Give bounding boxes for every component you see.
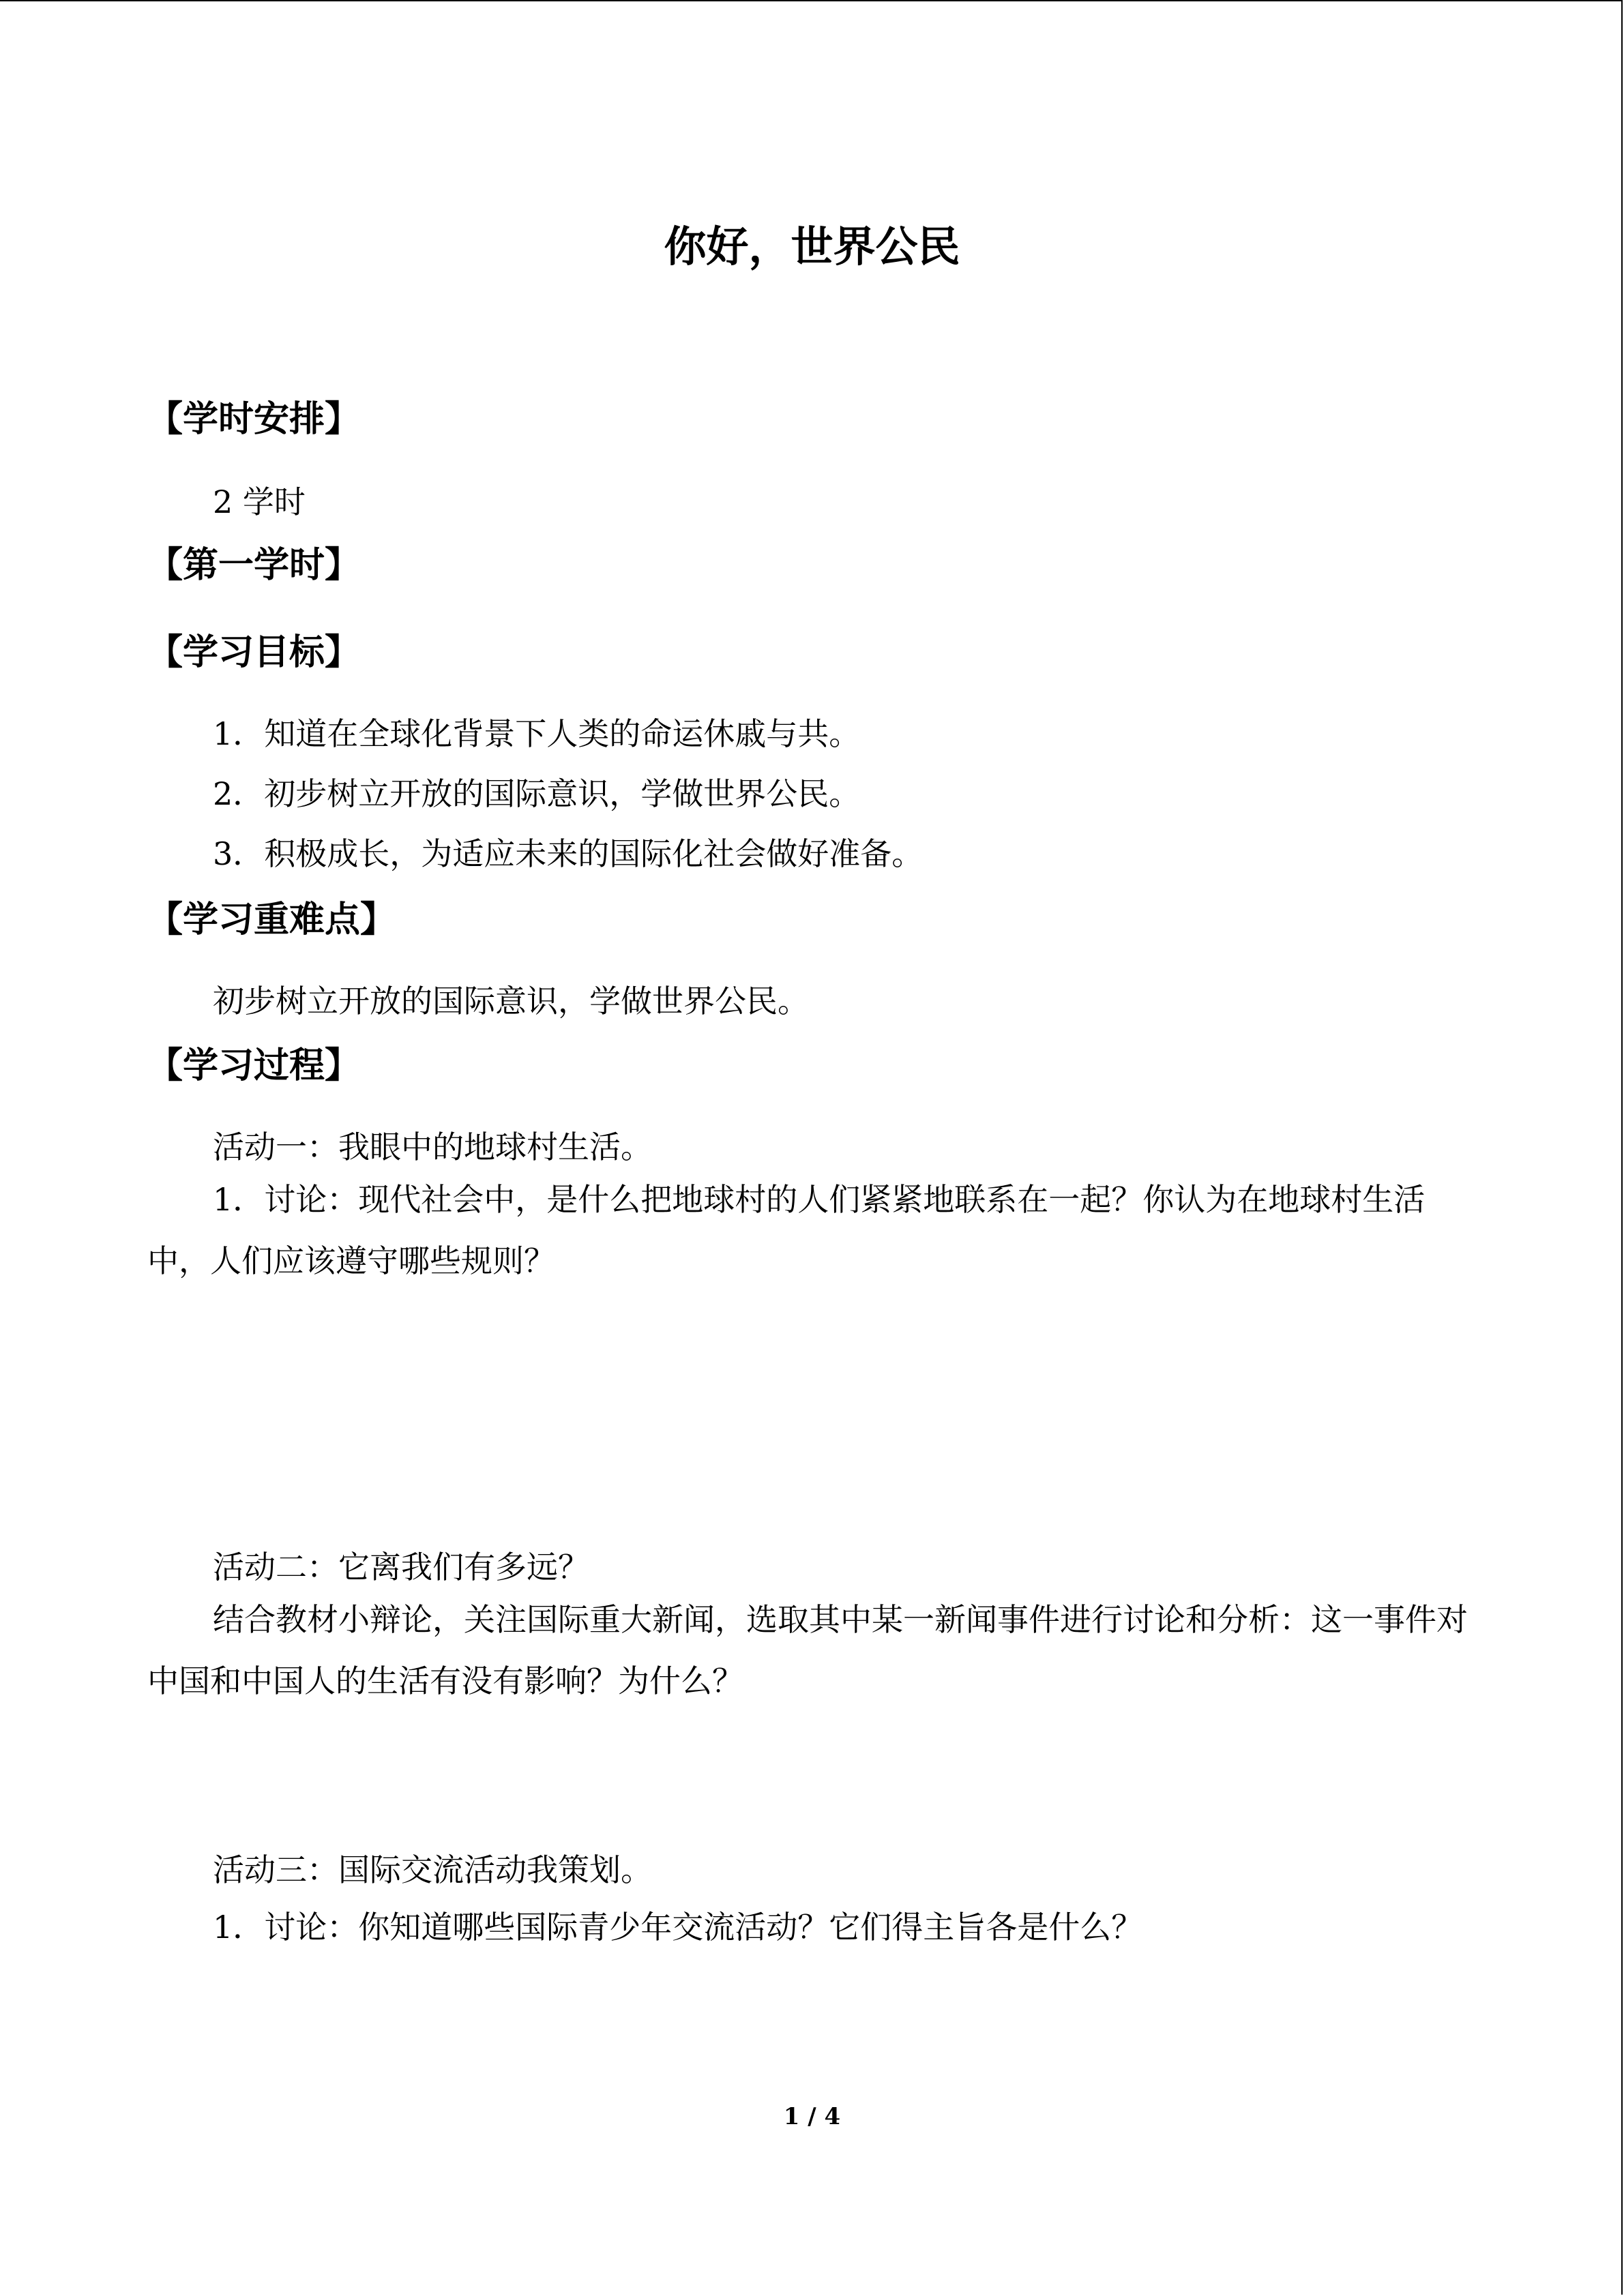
schedule-text: 2 学时 bbox=[213, 483, 306, 520]
heading-goals: 【学习目标】 bbox=[147, 631, 361, 673]
key-points-text: 初步树立开放的国际意识，学做世界公民。 bbox=[213, 983, 809, 1019]
heading-first-period: 【第一学时】 bbox=[147, 544, 361, 586]
activity1-item1: 1．讨论：现代社会中，是什么把地球村的人们紧紧地联系在一起？你认为在地球村生活中，人们应该遵守哪些规则？ bbox=[147, 1181, 1426, 1279]
activity1-title: 活动一：我眼中的地球村生活。 bbox=[213, 1129, 652, 1165]
goal-item-3: 3．积极成长，为适应未来的国际化社会做好准备。 bbox=[213, 835, 924, 872]
heading-schedule: 【学时安排】 bbox=[147, 398, 361, 440]
activity3-title: 活动三：国际交流活动我策划。 bbox=[213, 1851, 652, 1888]
heading-key-points: 【学习重难点】 bbox=[147, 899, 396, 940]
activity2-text: 结合教材小辩论，关注国际重大新闻，选取其中某一新闻事件进行讨论和分析：这一事件对中国和中国人的生活有没有影响？为什么？ bbox=[147, 1601, 1468, 1699]
goal-item-2: 2．初步树立开放的国际意识，学做世界公民。 bbox=[213, 775, 861, 812]
heading-process: 【学习过程】 bbox=[147, 1045, 361, 1086]
activity2-title: 活动二：它离我们有多远？ bbox=[213, 1549, 589, 1585]
goal-item-1: 1．知道在全球化背景下人类的命运休戚与共。 bbox=[213, 715, 861, 752]
document-title: 你好，世界公民 bbox=[664, 222, 960, 271]
activity3-item1: 1．讨论：你知道哪些国际青少年交流活动？它们得主旨各是什么？ bbox=[213, 1909, 1143, 1945]
page-number: 1 / 4 bbox=[783, 2103, 841, 2130]
